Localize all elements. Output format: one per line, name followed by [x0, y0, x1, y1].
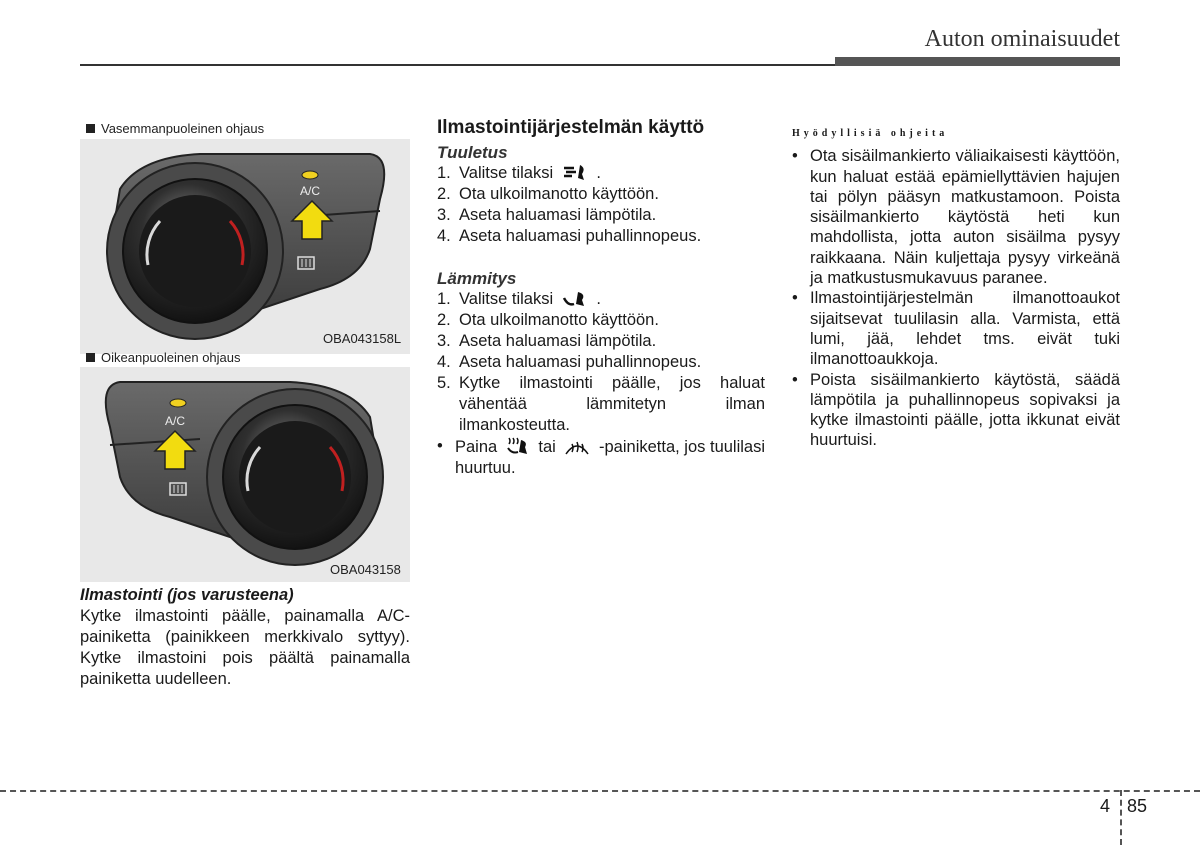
list-item: 3. Aseta haluamasi lämpötila.: [437, 332, 657, 350]
header-rule: [80, 64, 838, 66]
list-item: 1. Valitse tilaksi .: [437, 290, 601, 308]
figure-right-hand-drive: [80, 367, 410, 582]
ventilation-steps: [437, 163, 765, 247]
footer-divider: [1120, 790, 1122, 845]
svg-text:A/C: A/C: [165, 414, 186, 428]
footer-rule: [0, 790, 1200, 792]
ac-section: [80, 585, 410, 690]
list-item: 2. Ota ulkoilmanotto käyttöön.: [437, 185, 659, 203]
page-number: 85: [1127, 796, 1148, 816]
header-rule-accent: [835, 57, 1120, 66]
square-bullet-icon: [86, 124, 95, 133]
climate-knob-illustration-rhd: [80, 367, 410, 582]
list-item: 1. Valitse tilaksi .: [437, 164, 601, 182]
floor-mode-icon: [562, 290, 588, 308]
figure-code-rhd: OBA043158: [330, 562, 401, 577]
figure-caption-left-hand-drive: Vasemmanpuoleinen ohjaus: [86, 121, 264, 136]
list-item: • Poista sisäilmankierto käytöstä, säädä lämpötila ja puhallinnopeus sopivaksi ja kytke ilmastointi päälle, jotta ikkunat eivät huurtuisi.: [792, 370, 1120, 450]
list-item: 5. Kytke ilmastointi päälle, jos haluat vähentää lämmitetyn ilman ilmankosteutta.: [437, 374, 765, 434]
tips-section: [792, 124, 1120, 451]
ac-section-body: Kytke ilmastointi päälle, painamalla A/C-painiketta (painikkeen merkkivalo syttyy). Kytke ilmastoini pois päältä painamalla painiketta uudelleen.: [80, 607, 410, 688]
list-item: 4. Aseta haluamasi puhallinnopeus.: [437, 227, 702, 245]
defrost-floor-icon: [506, 436, 530, 456]
front-defrost-icon: [564, 436, 590, 456]
list-item: 3. Aseta haluamasi lämpötila.: [437, 206, 657, 224]
heating-heading: Lämmitys: [437, 269, 517, 288]
figure-code-lhd: OBA043158L: [323, 331, 402, 346]
square-bullet-icon: [86, 353, 95, 362]
operation-section: [437, 116, 765, 479]
list-item: • Ilmastointijärjestelmän ilmanottoaukot sijaitsevat tuulilasin alla. Varmista, että lumi, jää, lehdet tms. eivät tuki ilmanottoaukkoja.: [792, 289, 1120, 369]
operation-title: Ilmastointijärjestelmän käyttö: [437, 117, 705, 138]
climate-knob-illustration-lhd: [80, 139, 410, 354]
list-item: • Ota sisäilmankierto väliaikaisesti käyttöön, kun haluat estää epämiellyttävien hajujen tai pölyn pääsyn matkustamoon. Poista sisäilmankierto käytöstä heti kun mahdollista, jotta auton sisäilma pysyy raikkaana. Näin kuljettaja pysyy virkeänä ja matkustusmukavuus paranee.: [792, 147, 1120, 288]
figure-caption-right-hand-drive: Oikeanpuoleinen ohjaus: [86, 350, 241, 365]
page-header-title: Auton ominaisuudet: [924, 26, 1120, 52]
figure-left-hand-drive: [80, 139, 410, 354]
ac-section-heading: Ilmastointi (jos varusteena): [80, 586, 294, 604]
heating-steps: [437, 289, 765, 436]
face-vent-mode-icon: [562, 164, 588, 182]
svg-text:A/C: A/C: [300, 184, 321, 198]
defrost-bullet: • Paina tai -painiketta, jos tuulilasi huurtuu.: [437, 437, 766, 477]
list-item: 2. Ota ulkoilmanotto käyttöön.: [437, 311, 659, 329]
chapter-number: 4: [1100, 796, 1111, 816]
list-item: 4. Aseta haluamasi puhallinnopeus.: [437, 353, 702, 371]
ventilation-heading: Tuuletus: [437, 143, 508, 162]
tips-heading: Hyödyllisiä ohjeita: [792, 128, 949, 139]
